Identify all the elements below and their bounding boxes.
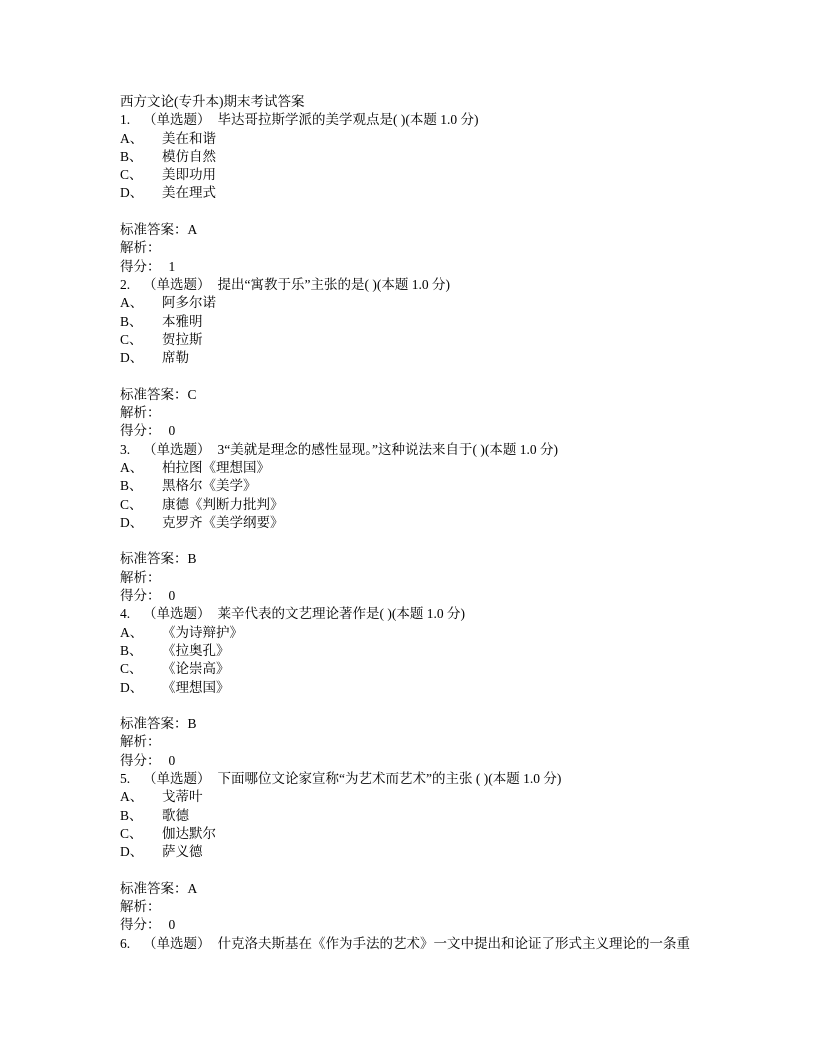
option-label: B、: [120, 313, 143, 329]
question-block: [120, 770, 726, 935]
option-text: 歌德: [162, 807, 189, 823]
option-label: B、: [120, 807, 143, 823]
option-text: 戈蒂叶: [162, 789, 203, 805]
question-number: 3.: [120, 441, 131, 457]
score-line: [120, 587, 726, 605]
option-label: D、: [120, 514, 144, 530]
answer-line: [120, 386, 726, 404]
analysis-label: 解析：: [120, 405, 161, 421]
option-text: 黑格尔《美学》: [162, 478, 257, 494]
option-line: [120, 294, 726, 312]
option-line: [120, 477, 726, 495]
option-label: C、: [120, 167, 143, 183]
answer-line: [120, 715, 726, 733]
analysis-line: [120, 898, 726, 916]
option-line: [120, 642, 726, 660]
analysis-label: 解析：: [120, 734, 161, 750]
option-text: 贺拉斯: [162, 331, 203, 347]
question-number: 6.: [120, 935, 131, 951]
score-line: [120, 422, 726, 440]
option-line: [120, 496, 726, 514]
answer-line: [120, 550, 726, 568]
option-line: [120, 331, 726, 349]
option-label: D、: [120, 679, 144, 695]
option-label: B、: [120, 478, 143, 494]
option-label: B、: [120, 148, 143, 164]
option-text: 康德《判断力批判》: [162, 496, 284, 512]
option-text: 席勒: [162, 350, 189, 366]
option-label: C、: [120, 661, 143, 677]
question-block: [120, 111, 726, 276]
answer-value: A: [187, 222, 198, 238]
answer-label: 标准答案：: [120, 386, 188, 402]
analysis-label: 解析：: [120, 899, 161, 915]
option-line: [120, 624, 726, 642]
option-text: 美即功用: [162, 167, 216, 183]
option-label: B、: [120, 642, 143, 658]
question-line: [120, 935, 726, 953]
option-text: 《论崇高》: [162, 661, 230, 677]
score-label: 得分：: [120, 423, 161, 439]
option-line: [120, 807, 726, 825]
option-line: [120, 459, 726, 477]
question-type-tag: （单选题）: [143, 770, 211, 786]
question-number: 5.: [120, 770, 131, 786]
answer-label: 标准答案：: [120, 716, 188, 732]
blank-line: [120, 203, 726, 221]
option-text: 伽达默尔: [162, 825, 216, 841]
option-label: D、: [120, 844, 144, 860]
score-value: 0: [168, 423, 176, 439]
answer-label: 标准答案：: [120, 880, 188, 896]
option-text: 美在理式: [162, 185, 216, 201]
option-text: 柏拉图《理想国》: [162, 459, 270, 475]
option-text: 美在和谐: [162, 130, 216, 146]
question-type-tag: （单选题）: [143, 112, 211, 128]
option-line: [120, 130, 726, 148]
blank-line: [120, 367, 726, 385]
score-value: 1: [168, 258, 176, 274]
blank-line: [120, 861, 726, 879]
question-number: 4.: [120, 606, 131, 622]
question-type-tag: （单选题）: [143, 441, 211, 457]
option-text: 阿多尔诺: [162, 295, 216, 311]
question-number: 2.: [120, 276, 131, 292]
analysis-label: 解析：: [120, 240, 161, 256]
score-line: [120, 752, 726, 770]
option-line: [120, 825, 726, 843]
option-line: [120, 788, 726, 806]
blank-line: [120, 532, 726, 550]
question-text: 提出“寓教于乐”主张的是( )(本题 1.0 分): [217, 276, 450, 292]
answer-value: B: [187, 716, 197, 732]
analysis-line: [120, 404, 726, 422]
analysis-line: [120, 569, 726, 587]
question-line: [120, 770, 726, 788]
option-line: [120, 660, 726, 678]
question-block: [120, 441, 726, 606]
score-line: [120, 258, 726, 276]
question-text: 下面哪位文论家宣称“为艺术而艺术”的主张 ( )(本题 1.0 分): [217, 770, 562, 786]
option-label: C、: [120, 825, 143, 841]
question-line: [120, 111, 726, 129]
option-label: C、: [120, 331, 143, 347]
document-title-line: [120, 93, 726, 111]
option-line: [120, 184, 726, 202]
question-text: 什克洛夫斯基在《作为手法的艺术》一文中提出和论证了形式主义理论的一条重: [217, 935, 690, 951]
question-text: 毕达哥拉斯学派的美学观点是( )(本题 1.0 分): [217, 112, 479, 128]
option-label: A、: [120, 624, 144, 640]
score-label: 得分：: [120, 588, 161, 604]
option-text: 《理想国》: [162, 679, 230, 695]
option-line: [120, 313, 726, 331]
question-line: [120, 441, 726, 459]
option-label: A、: [120, 459, 144, 475]
option-label: C、: [120, 496, 143, 512]
question-number: 1.: [120, 112, 131, 128]
option-label: D、: [120, 185, 144, 201]
option-text: 本雅明: [162, 313, 203, 329]
score-label: 得分：: [120, 752, 161, 768]
answer-line: [120, 221, 726, 239]
question-block-partial: [120, 935, 726, 953]
analysis-line: [120, 239, 726, 257]
score-label: 得分：: [120, 258, 161, 274]
question-text: 3“美就是理念的感性显现。”这种说法来自于( )(本题 1.0 分): [217, 441, 558, 457]
question-text: 莱辛代表的文艺理论著作是( )(本题 1.0 分): [217, 606, 465, 622]
answer-label: 标准答案：: [120, 222, 188, 238]
option-line: [120, 349, 726, 367]
question-line: [120, 276, 726, 294]
analysis-label: 解析：: [120, 569, 161, 585]
option-label: A、: [120, 789, 144, 805]
score-value: 0: [168, 917, 176, 933]
answer-line: [120, 880, 726, 898]
question-block: [120, 276, 726, 441]
question-type-tag: （单选题）: [143, 935, 211, 951]
answer-value: A: [187, 880, 198, 896]
option-line: [120, 148, 726, 166]
option-line: [120, 679, 726, 697]
answer-value: B: [187, 551, 197, 567]
option-text: 克罗齐《美学纲要》: [162, 514, 284, 530]
option-text: 模仿自然: [162, 148, 216, 164]
option-line: [120, 843, 726, 861]
option-text: 《为诗辩护》: [162, 624, 243, 640]
blank-line: [120, 697, 726, 715]
score-line: [120, 916, 726, 934]
option-text: 萨义德: [162, 844, 203, 860]
answer-value: C: [187, 386, 197, 402]
score-label: 得分：: [120, 917, 161, 933]
question-type-tag: （单选题）: [143, 606, 211, 622]
score-value: 0: [168, 752, 176, 768]
question-block: [120, 605, 726, 770]
questions-list: [120, 111, 726, 953]
option-line: [120, 166, 726, 184]
analysis-line: [120, 733, 726, 751]
question-type-tag: （单选题）: [143, 276, 211, 292]
document-title: 西方文论(专升本)期末考试答案: [120, 94, 305, 109]
option-line: [120, 514, 726, 532]
option-text: 《拉奥孔》: [162, 642, 230, 658]
question-line: [120, 605, 726, 623]
option-label: D、: [120, 350, 144, 366]
answer-label: 标准答案：: [120, 551, 188, 567]
option-label: A、: [120, 295, 144, 311]
score-value: 0: [168, 588, 176, 604]
option-label: A、: [120, 130, 144, 146]
